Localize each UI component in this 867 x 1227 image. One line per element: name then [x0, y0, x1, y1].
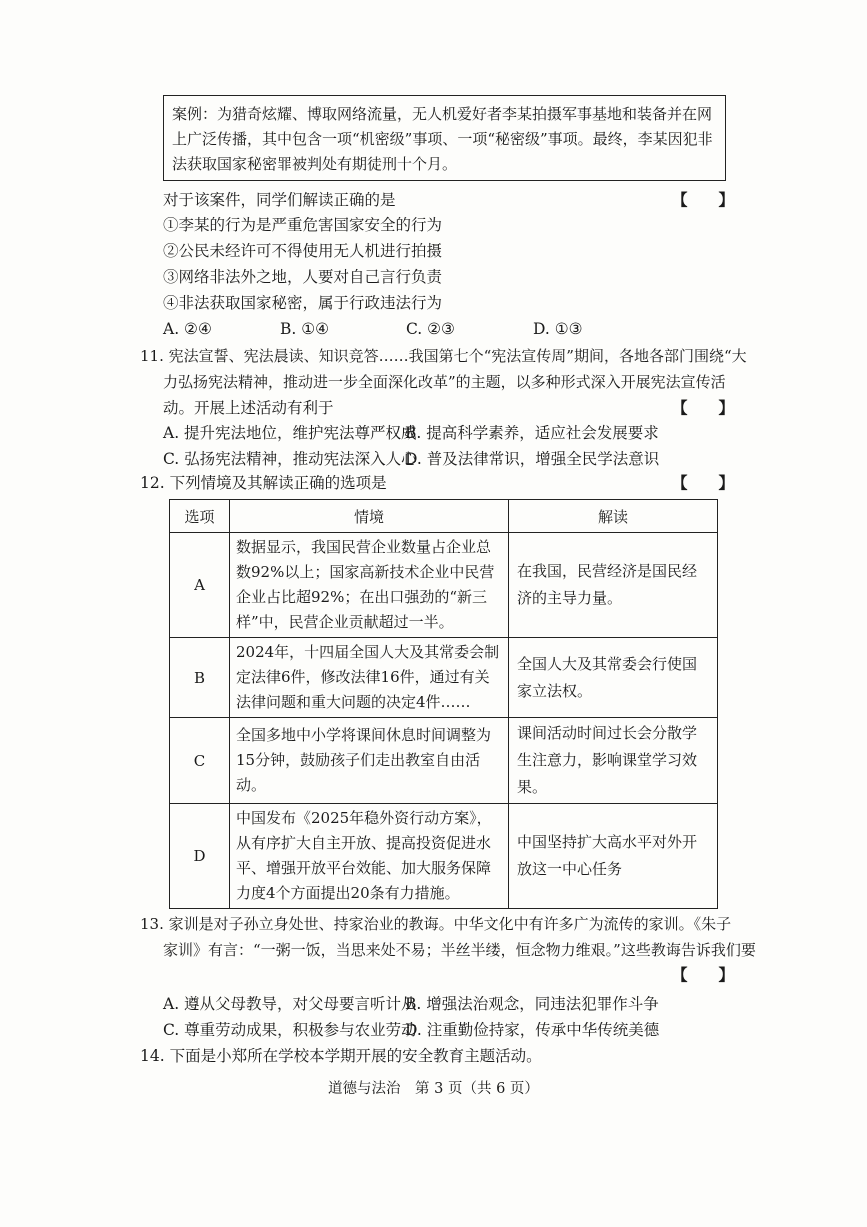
q11-answer-bracket: 【 】	[672, 398, 735, 417]
q11-stem-line3: 动。开展上述活动有利于	[163, 399, 334, 417]
row-situation: 中国发布《2025年稳外资行动方案》，从有序扩大自主开放、提高投资促进水平、增强开放平台效能、加大服务保障力度4个方面提出20条有力措施。	[230, 804, 509, 909]
row-option: D	[170, 804, 230, 909]
q12-stem: 12. 下列情境及其解读正确的选项是	[140, 474, 387, 492]
table-header-option: 选项	[170, 500, 230, 533]
row-option: A	[170, 533, 230, 638]
q14-stem: 14. 下面是小郑所在学校本学期开展的安全教育主题活动。	[140, 1047, 542, 1065]
q10-item: ②公民未经许可不得使用无人机进行拍摄	[163, 242, 443, 260]
q10-item: ③网络非法外之地，人要对自己言行负责	[163, 268, 443, 286]
case-text: 案例：为猎奇炫耀、博取网络流量，无人机爱好者李某拍摄军事基地和装备并在网上广泛传播，其中包含一项“机密级”事项、一项“秘密级”事项。最终，李某因犯非法获取国家秘密罪被判处有期徒刑十个月。	[172, 105, 713, 173]
table-header-row	[170, 500, 718, 533]
table-row	[170, 533, 718, 638]
q13-answer-bracket: 【 】	[672, 965, 735, 984]
row-situation: 数据显示，我国民营企业数量占企业总数92%以上；国家高新技术企业中民营企业占比超92%；在出口强劲的“新三样”中，民营企业贡献超过一半。	[230, 533, 509, 638]
q10-option-b: B. ①④	[280, 320, 330, 338]
q13-stem-line1: 13. 家训是对子孙立身处世、持家治业的教诲。中华文化中有许多广为流传的家训。《朱子	[140, 915, 732, 933]
q13-option-c: C. 尊重劳动成果，积极参与农业劳动	[163, 1021, 417, 1039]
q11-stem-line2: 力弘扬宪法精神，推动进一步全面深化改革”的主题，以多种形式深入开展宪法宣传活	[163, 373, 726, 391]
row-situation: 全国多地中小学将课间休息时间调整为15分钟，鼓励孩子们走出教室自由活动。	[230, 718, 509, 804]
q10-item: ④非法获取国家秘密，属于行政违法行为	[163, 294, 443, 312]
q13-option-a: A. 遵从父母教导，对父母要言听计从	[163, 995, 417, 1013]
q13-option-d: D. 注重勤俭持家，传承中华传统美德	[405, 1021, 660, 1039]
row-option: C	[170, 718, 230, 804]
row-interpretation: 全国人大及其常委会行使国家立法权。	[509, 638, 718, 718]
page-footer: 道德与法治 第 3 页（共 6 页）	[328, 1081, 539, 1097]
q10-option-a: A. ②④	[163, 320, 212, 338]
table-header-situation: 情境	[230, 500, 509, 533]
q11-stem-line1: 11. 宪法宣誓、宪法晨读、知识竞答……我国第七个“宪法宣传周”期间，各地各部门围绕“大	[140, 347, 747, 365]
q10-option-c: C. ②③	[406, 320, 455, 338]
q10-stem: 对于该案件，同学们解读正确的是	[163, 191, 396, 209]
case-box	[163, 95, 726, 181]
row-interpretation: 在我国，民营经济是国民经济的主导力量。	[509, 533, 718, 638]
table-row	[170, 804, 718, 909]
q11-option-b: B. 提高科学素养，适应社会发展要求	[405, 424, 659, 442]
q13-stem-line2: 家训》有言：“一粥一饭，当思来处不易；半丝半缕，恒念物力维艰。”这些教诲告诉我们要	[163, 941, 756, 959]
q11-option-a: A. 提升宪法地位，维护宪法尊严权威	[163, 424, 417, 442]
q13-option-b: B. 增强法治观念，同违法犯罪作斗争	[405, 995, 659, 1013]
q10-item: ①李某的行为是严重危害国家安全的行为	[163, 216, 443, 234]
row-interpretation: 中国坚持扩大高水平对外开放这一中心任务	[509, 804, 718, 909]
row-option: B	[170, 638, 230, 718]
row-situation: 2024年，十四届全国人大及其常委会制定法律6件，修改法律16件，通过有关法律问题和重大问题的决定4件……	[230, 638, 509, 718]
table-row	[170, 718, 718, 804]
table-row	[170, 638, 718, 718]
table-header-interpretation: 解读	[509, 500, 718, 533]
q12-answer-bracket: 【 】	[672, 473, 735, 492]
q10-option-d: D. ①③	[533, 320, 583, 338]
row-interpretation: 课间活动时间过长会分散学生注意力，影响课堂学习效果。	[509, 718, 718, 804]
q11-option-c: C. 弘扬宪法精神，推动宪法深入人心	[163, 450, 417, 468]
q12-table	[169, 499, 718, 909]
q10-answer-bracket: 【 】	[672, 190, 735, 209]
q11-option-d: D. 普及法律常识，增强全民学法意识	[405, 450, 660, 468]
